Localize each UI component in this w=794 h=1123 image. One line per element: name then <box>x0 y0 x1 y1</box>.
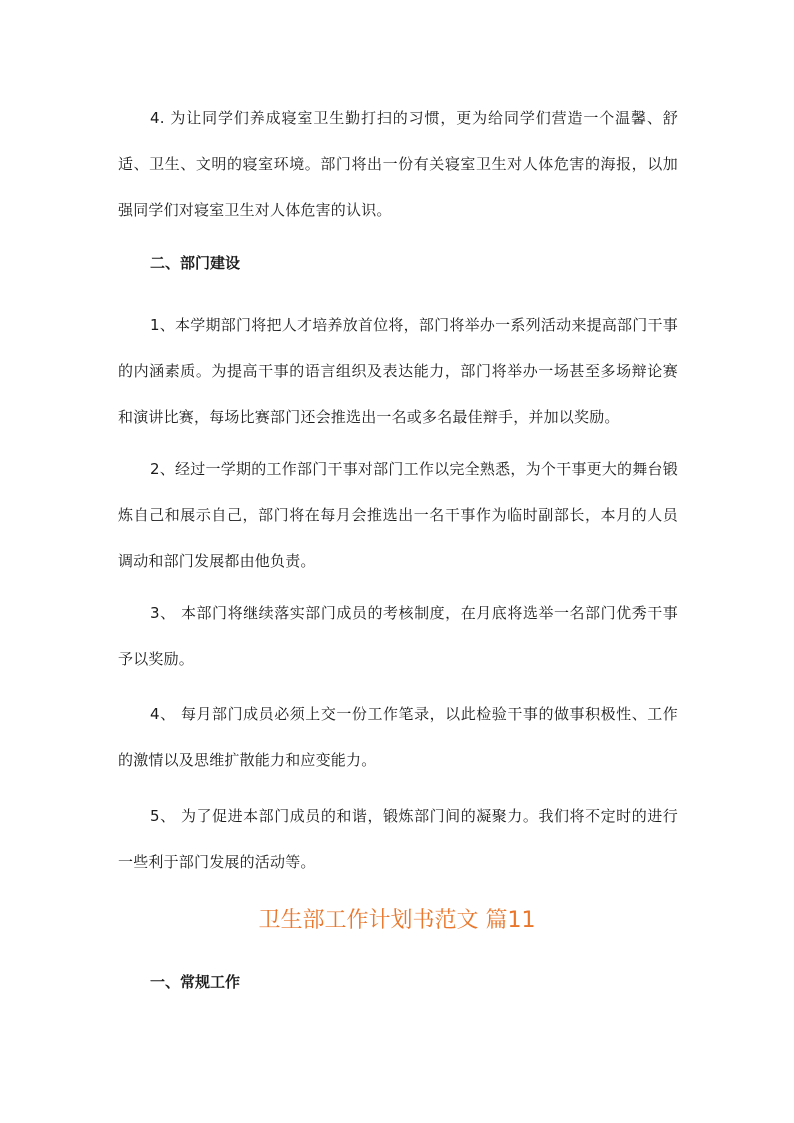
heading-department-building: 二、部门建设 <box>150 254 241 272</box>
paragraph-item-3: 3、 本部门将继续落实部门成员的考核制度，在月底将选举一名部门优秀干事予以奖励。 <box>118 604 678 668</box>
paragraph-item-2: 2、经过一学期的工作部门干事对部门工作以完全熟悉，为个干事更大的舞台锻炼自己和展示自己，部门将在每月会推选出一名干事作为临时副部长，本月的人员调动和部门发展都由他负责。 <box>118 460 678 570</box>
paragraph-item-5: 5、 为了促进本部门成员的和谐，锻炼部门间的凝聚力。我们将不定时的进行一些利于部门发展的活动等。 <box>118 807 678 871</box>
paragraph-item-4: 4、 每月部门成员必须上交一份工作笔录，以此检验干事的做事积极性、工作的激情以及思维扩散能力和应变能力。 <box>118 705 678 769</box>
section-title: 卫生部工作计划书范文 篇11 <box>258 908 536 933</box>
paragraph-dorm-hygiene-poster: 4. 为让同学们养成寝室卫生勤打扫的习惯，更为给同学们营造一个温馨、舒适、卫生、文明的寝室环境。部门将出一份有关寝室卫生对人体危害的海报，以加强同学们对寝室卫生对人体危害的认识。 <box>118 109 678 219</box>
heading-routine-work: 一、常规工作 <box>150 973 241 991</box>
paragraph-item-1: 1、本学期部门将把人才培养放首位将，部门将举办一系列活动来提高部门干事的内涵素质。为提高干事的语言组织及表达能力，部门将举办一场甚至多场辩论赛和演讲比赛，每场比赛部门还会推选出一名或多名最佳辩手，并加以奖励。 <box>118 316 678 426</box>
